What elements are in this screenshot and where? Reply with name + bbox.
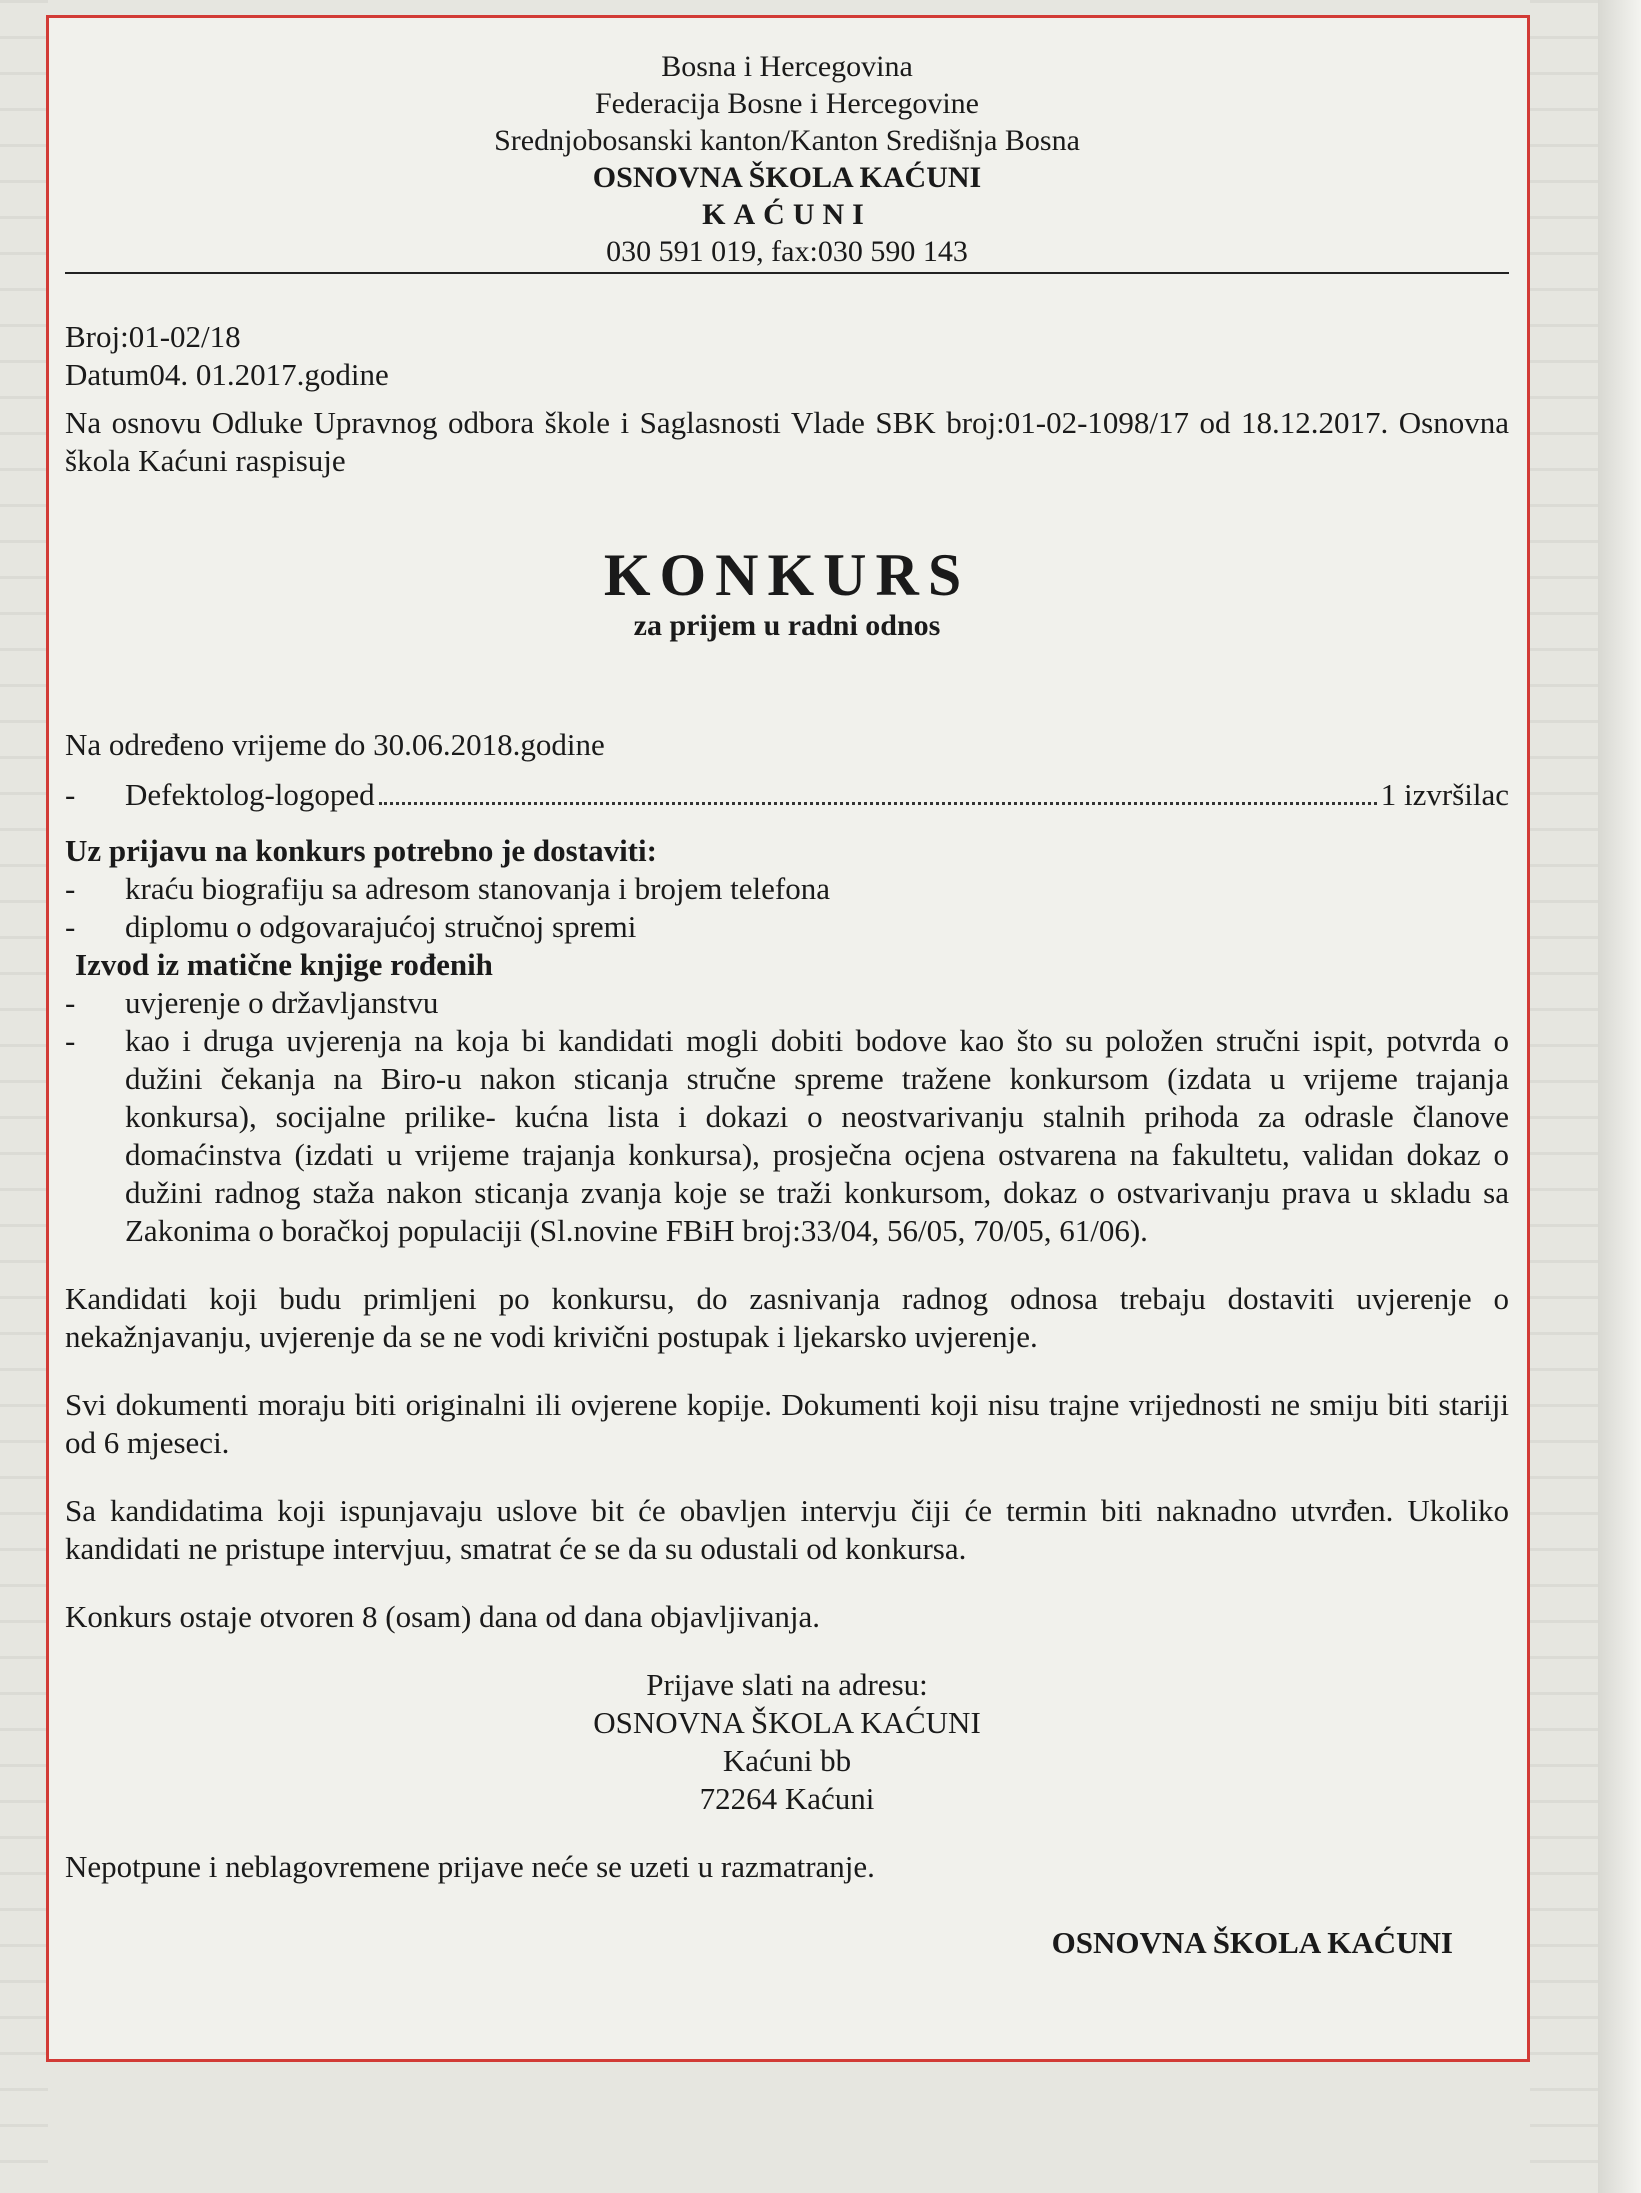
bullet-dash: - xyxy=(65,1023,76,1058)
employment-period: Na određeno vrijeme do 30.06.2018.godine xyxy=(65,727,605,762)
position-row xyxy=(65,776,1509,814)
paragraph-documents: Kandidati koji budu primljeni po konkursu, do zasnivanja radnog odnosa trebaju dostaviti uvjerenje o nekažnjavanju, uvjerenje da se ne vodi krivični postupak i ljekarsko uvjerenje. xyxy=(65,1281,1509,1354)
requirements-heading: Uz prijavu na konkurs potrebno je dostaviti: xyxy=(65,833,657,868)
ad-content xyxy=(65,48,1509,1962)
page-title: KONKURS xyxy=(603,542,971,608)
page-subtitle: za prijem u radni odnos xyxy=(633,609,941,642)
dot-leader xyxy=(379,802,1377,805)
document-date: Datum04. 01.2017.godine xyxy=(65,357,389,392)
list-item xyxy=(65,984,1509,1022)
entity-line: Federacija Bosne i Hercegovine xyxy=(594,87,979,120)
closing-note: Nepotpune i neblagovremene prijave neće se uzeti u razmatranje. xyxy=(65,1849,875,1884)
position-count: 1 izvršilac xyxy=(1380,777,1509,812)
canton-line: Srednjobosanski kanton/Kanton Središnja Bosna xyxy=(494,124,1080,157)
bullet-dash: - xyxy=(65,777,76,812)
scan-edge xyxy=(1598,0,1641,2193)
list-item-text: kraću biografiju sa adresom stanovanja i brojem telefona xyxy=(125,871,830,906)
address-line2: Kaćuni bb xyxy=(722,1743,852,1778)
school-place: KAĆUNI xyxy=(702,198,872,231)
header-rule xyxy=(65,272,1509,274)
paragraph-validity: Svi dokumenti moraju biti originalni ili ovjerene kopije. Dokumenti koji nisu trajne vrijednosti ne smiju biti stariji od 6 mjeseci. xyxy=(65,1387,1509,1460)
address-line1: OSNOVNA ŠKOLA KAĆUNI xyxy=(593,1705,981,1740)
list-item-text: uvjerenje o državljanstvu xyxy=(125,985,439,1020)
address-block xyxy=(65,1666,1509,1818)
paragraph-interview: Sa kandidatima koji ispunjavaju uslove bit će obavljen intervju čiji će termin biti naknadno utvrđen. Ukoliko kandidati ne pristupe intervjuu, smatrat će se da su odustali od konkursa. xyxy=(65,1493,1509,1566)
background-bleed-left xyxy=(0,0,48,2193)
paragraph-duration: Konkurs ostaje otvoren 8 (osam) dana od dana objavljivanja. xyxy=(65,1599,820,1634)
list-item xyxy=(65,908,1509,946)
contact-line: 030 591 019, fax:030 590 143 xyxy=(606,235,968,268)
list-item xyxy=(65,1022,1509,1250)
list-item-text: kao i druga uvjerenja na koja bi kandidati mogli dobiti bodove kao što su položen stručni ispit, potvrda o dužini čekanja na Biro-u nakon sticanja stručne spreme tražene konkursom (izdata u vrijeme trajanja konkursa), socijalne prilike- kućna lista i dokazi o neostvarivanju stalnih prihoda za odrasle članove domaćinstva (izdati u vrijeme trajanja konkursa), prosječna ocjena ostvarena na fakultetu, validan dokaz o dužini radnog staža nakon sticanja zvanja koje se traži konkursom, dokaz o ostvarivanju prava u skladu sa Zakonima o boračkoj populaciji (Sl.novine FBiH broj:33/04, 56/05, 70/05, 61/06). xyxy=(125,1023,1509,1248)
school-name: OSNOVNA ŠKOLA KAĆUNI xyxy=(592,161,982,194)
bullet-dash: - xyxy=(65,871,76,906)
address-line3: 72264 Kaćuni xyxy=(699,1781,875,1816)
intro-paragraph: Na osnovu Odluke Upravnog odbora škole i Saglasnosti Vlade SBK broj:01-02-1098/17 od 18.12.2017. Osnovna škola Kaćuni raspisuje xyxy=(65,405,1509,478)
bullet-dash: - xyxy=(65,909,76,944)
signature: OSNOVNA ŠKOLA KAĆUNI xyxy=(1051,1925,1453,1960)
list-item xyxy=(65,870,1509,908)
bullet-dash: - xyxy=(65,985,76,1020)
list-item-text: diplomu o odgovarajućoj stručnoj spremi xyxy=(125,909,637,944)
list-item-bold: Izvod iz matične knjige rođenih xyxy=(75,947,493,982)
letterhead xyxy=(65,48,1509,270)
position-name: Defektolog-logoped xyxy=(125,777,375,812)
address-label: Prijave slati na adresu: xyxy=(646,1667,928,1702)
ad-frame xyxy=(46,15,1530,2062)
country-line: Bosna i Hercegovina xyxy=(661,50,913,83)
reference-number: Broj:01-02/18 xyxy=(65,319,241,354)
